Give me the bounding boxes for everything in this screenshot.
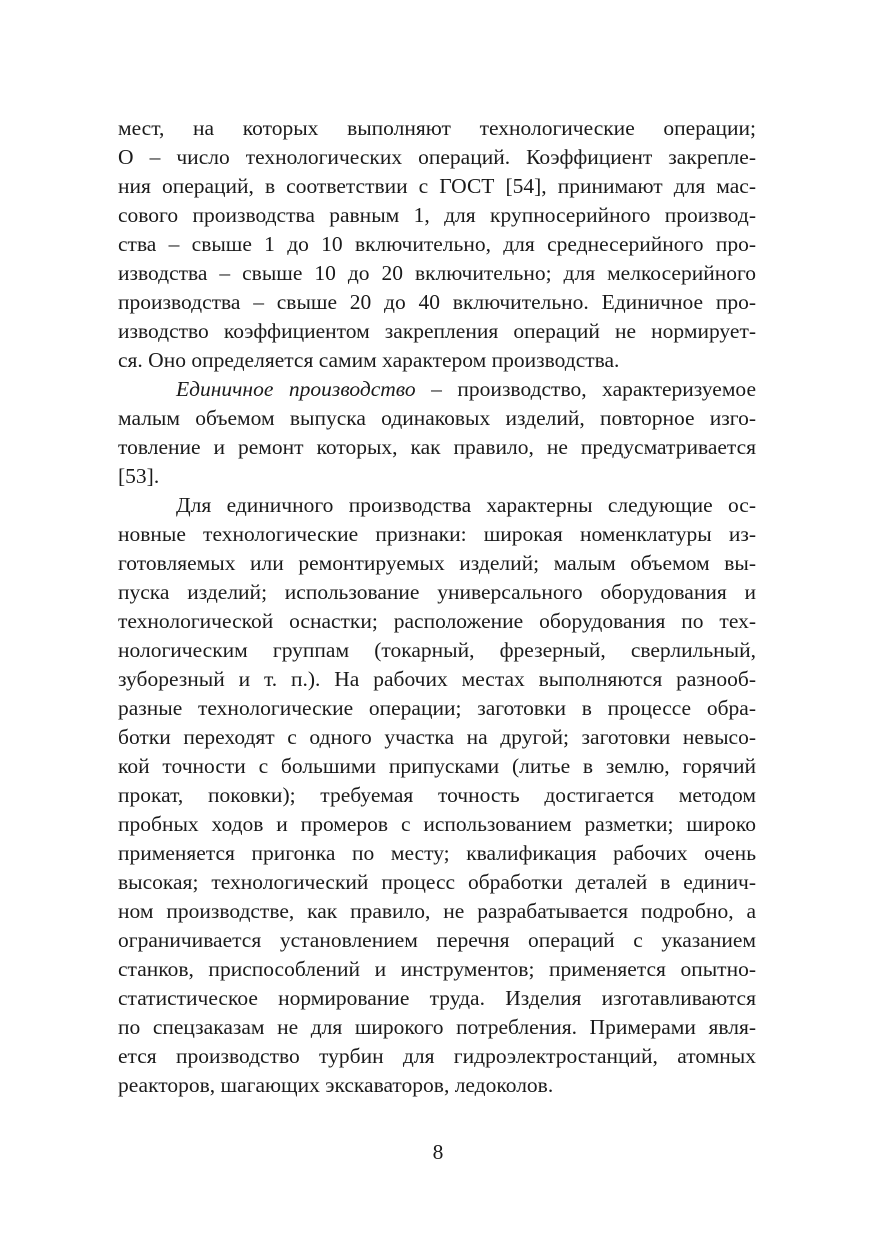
text-line: малым объемом выпуска одинаковых изделий, повторное изго- — [118, 406, 756, 430]
text-line: производства – свыше 20 до 40 включительно. Единичное про- — [118, 290, 756, 314]
text-line: изводство коэффициентом закрепления операций не нормирует- — [118, 319, 756, 343]
paragraph-definition — [118, 375, 756, 491]
text-line: ется производство турбин для гидроэлектростанций, атомных — [118, 1044, 756, 1068]
text-line: разные технологические операции; заготовки в процессе обра- — [118, 696, 756, 720]
page-body — [118, 114, 756, 1100]
page-number: 8 — [432, 1140, 444, 1164]
text-line: по спецзаказам не для широкого потребления. Примерами явля- — [118, 1015, 756, 1039]
text-line: ограничивается установлением перечня операций с указанием — [118, 928, 756, 952]
text-line: [53]. — [118, 464, 160, 488]
paragraph-coefficient — [118, 114, 756, 375]
text-line: пуска изделий; использование универсального оборудования и — [118, 580, 756, 604]
text-line: готовляемых или ремонтируемых изделий; малым объемом вы- — [118, 551, 756, 575]
text-line: станков, приспособлений и инструментов; применяется опытно- — [118, 957, 756, 981]
text-line: сового производства равным 1, для крупносерийного производ- — [118, 203, 756, 227]
text-line: пробных ходов и промеров с использованием разметки; широко — [118, 812, 756, 836]
text-line: товление и ремонт которых, как правило, не предусматривается — [118, 435, 756, 459]
definition-text: – производство, характеризуемое — [415, 377, 756, 401]
text-line: Для единичного производства характерны следующие ос- — [176, 493, 756, 517]
text-line: ботки переходят с одного участка на другой; заготовки невысо- — [118, 725, 756, 749]
text-line: О – число технологических операций. Коэффициент закрепле- — [118, 145, 756, 169]
paragraph-features — [118, 491, 756, 1100]
text-line: технологической оснастки; расположение оборудования по тех- — [118, 609, 756, 633]
text-line: кой точности с большими припусками (литье в землю, горячий — [118, 754, 756, 778]
text-line — [118, 375, 756, 404]
text-line: ся. Оно определяется самим характером производства. — [118, 348, 620, 372]
text-line: новные технологические признаки: широкая номенклатуры из- — [118, 522, 756, 546]
text-line: ния операций, в соответствии с ГОСТ [54], принимают для мас- — [118, 174, 756, 198]
text-line: зуборезный и т. п.). На рабочих местах выполняются разнооб- — [118, 667, 756, 691]
text-line: мест, на которых выполняют технологические операции; — [118, 116, 756, 140]
text-line: изводства – свыше 10 до 20 включительно; для мелкосерийного — [118, 261, 756, 285]
text-line: высокая; технологический процесс обработки деталей в единич- — [118, 870, 756, 894]
text-line: ства – свыше 1 до 10 включительно, для среднесерийного про- — [118, 232, 756, 256]
text-line: статистическое нормирование труда. Изделия изготавливаются — [118, 986, 756, 1010]
text-line: ном производстве, как правило, не разрабатывается подробно, а — [118, 899, 756, 923]
defined-term: Единичное производство — [176, 377, 416, 401]
text-line: прокат, поковки); требуемая точность достигается методом — [118, 783, 756, 807]
text-line: применяется пригонка по месту; квалификация рабочих очень — [118, 841, 756, 865]
text-line: нологическим группам (токарный, фрезерный, сверлильный, — [118, 638, 756, 662]
text-line: реакторов, шагающих экскаваторов, ледоколов. — [118, 1073, 554, 1097]
